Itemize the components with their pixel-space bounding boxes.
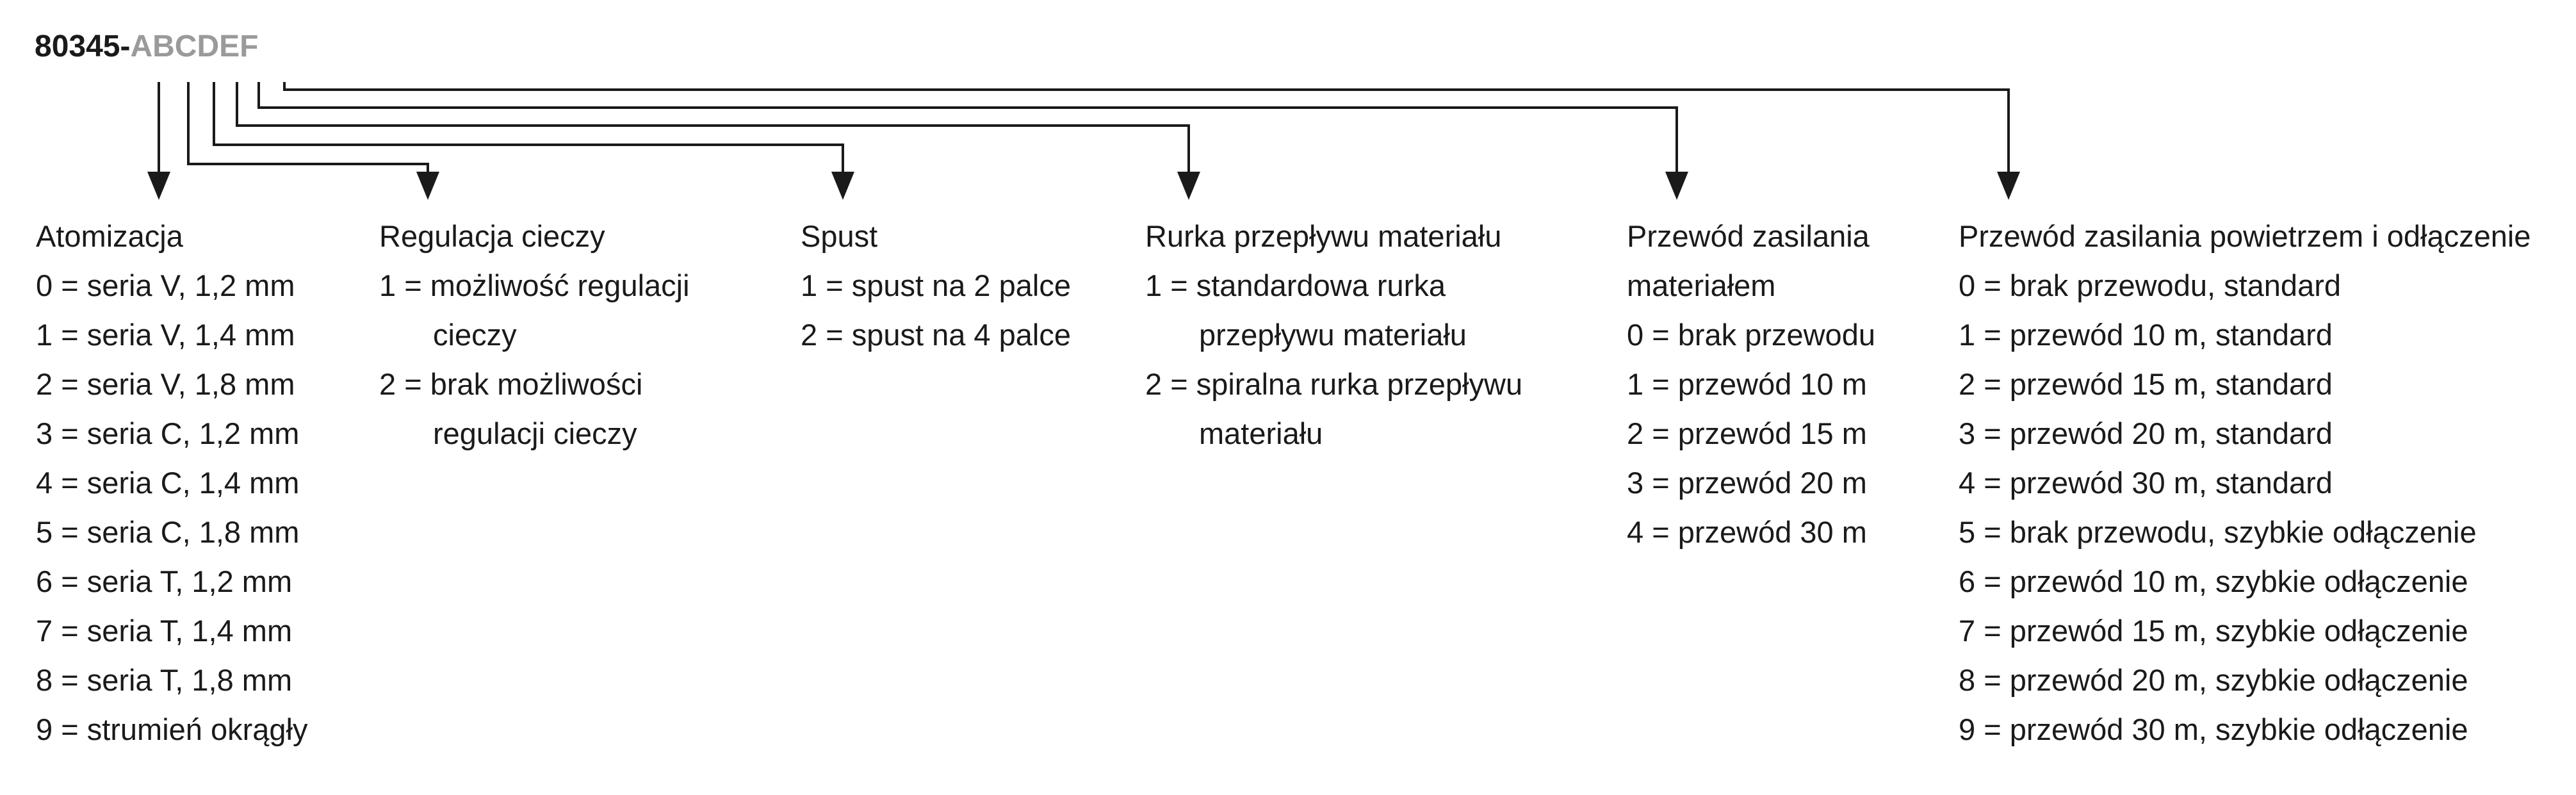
option-item: 8 = przewód 20 m, szybkie odłączenie bbox=[1959, 663, 2468, 697]
option-item: 1 = przewód 10 m bbox=[1627, 367, 1867, 401]
part-code-base: 80345- bbox=[35, 29, 131, 63]
connector-e bbox=[259, 82, 1677, 173]
option-item: 2 = przewód 15 m bbox=[1627, 416, 1867, 450]
option-item: 5 = brak przewodu, szybkie odłączenie bbox=[1959, 515, 2477, 549]
option-item: 9 = przewód 30 m, szybkie odłączenie bbox=[1959, 712, 2468, 746]
option-item-continuation: przepływu materiału bbox=[1199, 318, 1467, 352]
column-przewod-zasilania-materialem bbox=[1627, 211, 1875, 557]
column-heading: Przewód zasilania bbox=[1627, 219, 1870, 253]
column-heading: Przewód zasilania powietrzem i odłączenie bbox=[1959, 219, 2531, 253]
option-item: 9 = strumień okrągły bbox=[36, 712, 308, 746]
option-item: 2 = brak możliwości bbox=[379, 367, 643, 401]
column-przewod-zasilania-powietrzem bbox=[1959, 211, 2531, 754]
option-item: 3 = przewód 20 m, standard bbox=[1959, 416, 2333, 450]
option-item: 2 = spust na 4 palce bbox=[801, 318, 1071, 352]
connector-f bbox=[284, 82, 2009, 173]
option-item: 4 = przewód 30 m, standard bbox=[1959, 466, 2333, 500]
connector-d bbox=[237, 82, 1189, 173]
option-item: 1 = standardowa rurka bbox=[1145, 268, 1446, 302]
part-code-variables: ABCDEF bbox=[130, 29, 259, 63]
column-spust bbox=[801, 211, 1071, 359]
option-item: 7 = seria T, 1,4 mm bbox=[36, 614, 293, 648]
column-atomizacja bbox=[36, 211, 308, 754]
option-item: 0 = brak przewodu, standard bbox=[1959, 268, 2342, 302]
column-heading-continuation: materiałem bbox=[1627, 268, 1776, 302]
connector-c bbox=[214, 82, 843, 173]
arrowhead-e bbox=[1665, 172, 1688, 200]
option-item: 4 = seria C, 1,4 mm bbox=[36, 466, 300, 500]
option-item: 2 = przewód 15 m, standard bbox=[1959, 367, 2333, 401]
option-item: 3 = seria C, 1,2 mm bbox=[36, 416, 300, 450]
arrowhead-c bbox=[831, 172, 854, 200]
option-item: 6 = przewód 10 m, szybkie odłączenie bbox=[1959, 564, 2468, 598]
option-item-continuation: cieczy bbox=[433, 318, 517, 352]
column-heading: Regulacja cieczy bbox=[379, 219, 605, 253]
option-item: 0 = seria V, 1,2 mm bbox=[36, 268, 295, 302]
option-item: 4 = przewód 30 m bbox=[1627, 515, 1867, 549]
option-item: 0 = brak przewodu bbox=[1627, 318, 1875, 352]
option-item-continuation: materiału bbox=[1199, 416, 1323, 450]
arrowhead-d bbox=[1177, 172, 1200, 200]
arrowhead-b bbox=[416, 172, 439, 200]
arrowhead-f bbox=[1997, 172, 2020, 200]
connector-b bbox=[188, 82, 428, 173]
column-heading: Atomizacja bbox=[36, 219, 183, 253]
column-heading: Spust bbox=[801, 219, 878, 253]
option-item: 2 = seria V, 1,8 mm bbox=[36, 367, 295, 401]
option-item: 2 = spiralna rurka przepływu bbox=[1145, 367, 1523, 401]
column-rurka-przeplywu bbox=[1145, 211, 1522, 458]
option-item: 1 = przewód 10 m, standard bbox=[1959, 318, 2333, 352]
option-item: 1 = spust na 2 palce bbox=[801, 268, 1071, 302]
option-item: 5 = seria C, 1,8 mm bbox=[36, 515, 300, 549]
option-item: 8 = seria T, 1,8 mm bbox=[36, 663, 293, 697]
arrowhead-a bbox=[147, 172, 170, 200]
part-code bbox=[35, 28, 258, 65]
column-regulacja-cieczy bbox=[379, 211, 690, 458]
option-item: 6 = seria T, 1,2 mm bbox=[36, 564, 293, 598]
option-item: 1 = seria V, 1,4 mm bbox=[36, 318, 295, 352]
option-item-continuation: regulacji cieczy bbox=[433, 416, 637, 450]
column-heading: Rurka przepływu materiału bbox=[1145, 219, 1502, 253]
option-item: 3 = przewód 20 m bbox=[1627, 466, 1867, 500]
option-item: 1 = możliwość regulacji bbox=[379, 268, 690, 302]
option-item: 7 = przewód 15 m, szybkie odłączenie bbox=[1959, 614, 2468, 648]
